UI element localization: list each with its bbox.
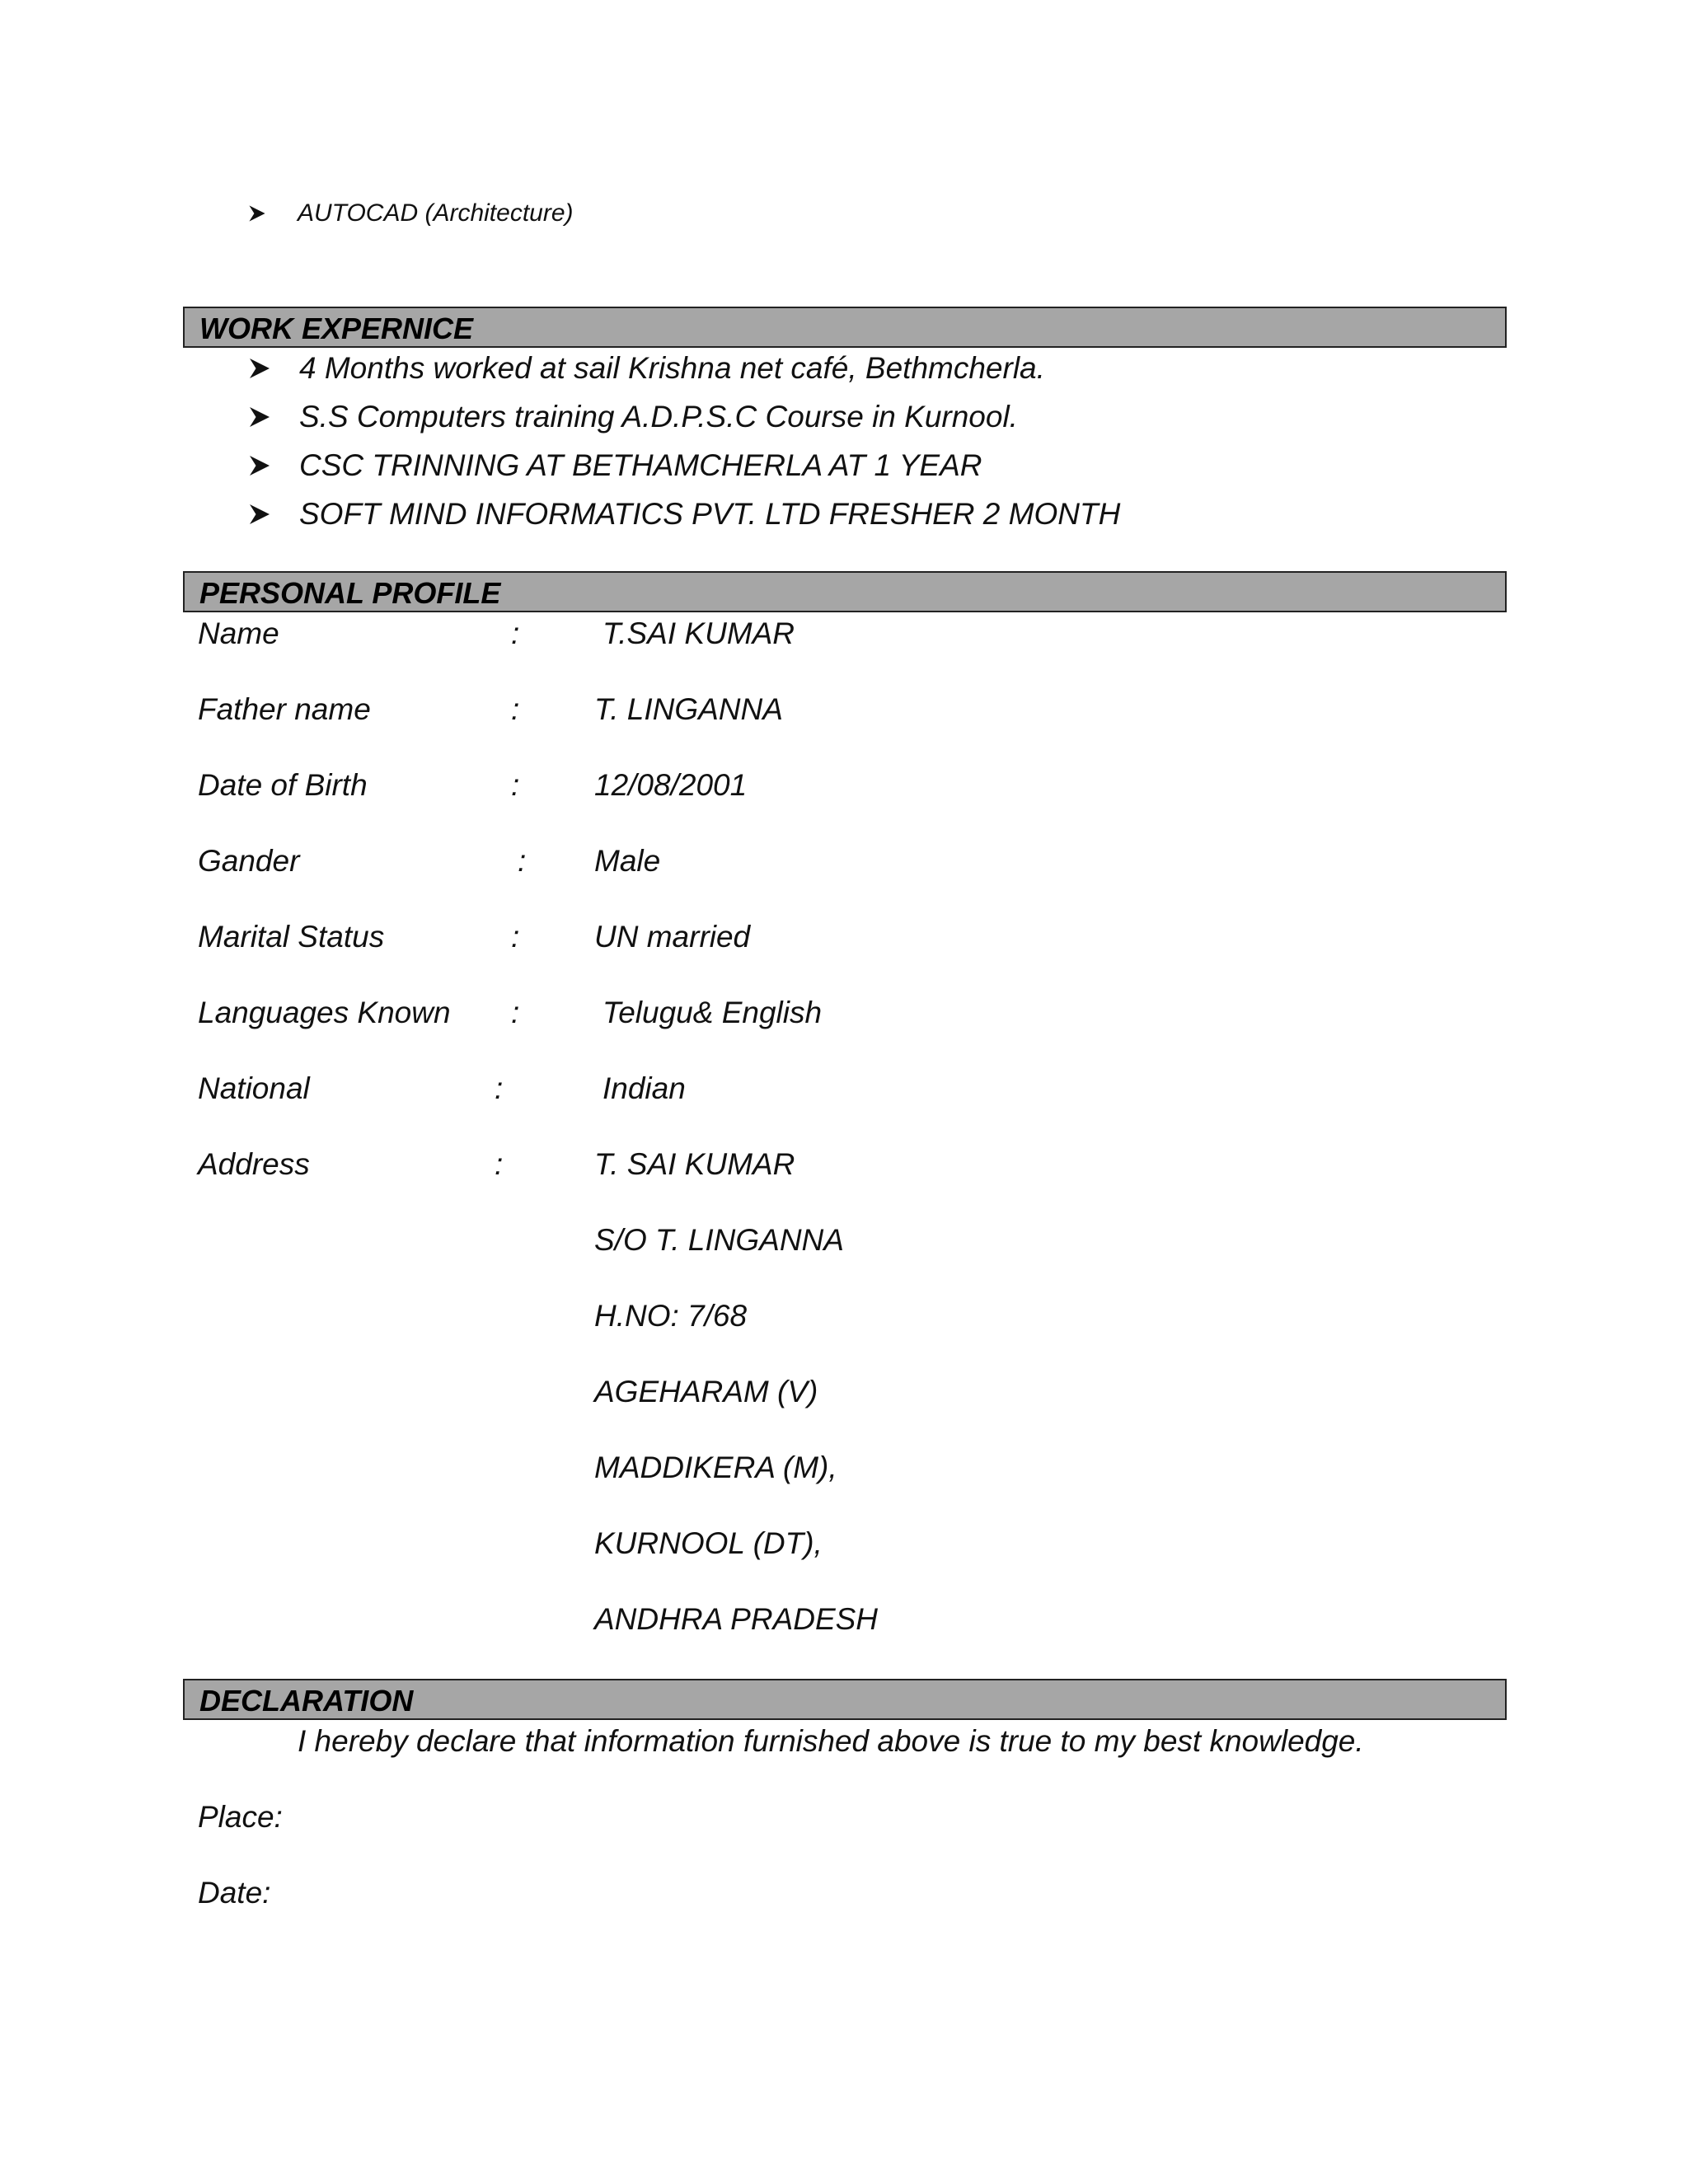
profile-value-name: T.SAI KUMAR <box>603 616 795 650</box>
profile-separator: : <box>511 920 520 954</box>
profile-label-address: Address <box>198 1147 310 1181</box>
arrow-bullet-icon <box>247 405 272 429</box>
place-label: Place: <box>198 1800 283 1834</box>
work-item-text: SOFT MIND INFORMATICS PVT. LTD FRESHER 2 MONTH <box>299 497 1121 531</box>
section-title: PERSONAL PROFILE <box>199 576 501 610</box>
profile-value-marital-status: UN married <box>594 920 751 954</box>
profile-value-languages: Telugu& English <box>603 996 823 1029</box>
profile-separator: : <box>511 996 520 1029</box>
profile-label-languages: Languages Known <box>198 996 451 1029</box>
arrow-bullet-icon <box>247 204 267 223</box>
profile-separator: : <box>511 768 520 802</box>
section-title: WORK EXPERNICE <box>199 312 474 345</box>
work-item-text: CSC TRINNING AT BETHAMCHERLA AT 1 YEAR <box>299 448 982 482</box>
profile-separator: : <box>518 844 527 878</box>
profile-value-address: T. SAI KUMAR <box>594 1147 795 1181</box>
profile-value-father-name: T. LINGANNA <box>594 692 783 726</box>
section-header-work-experience <box>183 307 1507 348</box>
skill-item <box>247 199 574 227</box>
profile-separator: : <box>495 1147 504 1181</box>
profile-label-marital-status: Marital Status <box>198 920 385 954</box>
skill-item-text: AUTOCAD (Architecture) <box>298 199 574 227</box>
work-item-text: 4 Months worked at sail Krishna net café, Bethmcherla. <box>299 351 1045 385</box>
profile-label-father-name: Father name <box>198 692 371 726</box>
work-item <box>247 400 1018 434</box>
address-line: AGEHARAM (V) <box>594 1375 818 1408</box>
section-header-personal-profile <box>183 571 1507 612</box>
section-title: DECLARATION <box>199 1684 414 1718</box>
profile-separator: : <box>511 692 520 726</box>
work-item <box>247 497 1120 532</box>
address-line: KURNOOL (DT), <box>594 1526 823 1560</box>
profile-label-gender: Gander <box>198 844 300 878</box>
address-line: ANDHRA PRADESH <box>594 1602 879 1636</box>
profile-label-name: Name <box>198 616 279 650</box>
profile-label-nationality: National <box>198 1071 310 1105</box>
address-line: S/O T. LINGANNA <box>594 1223 844 1257</box>
address-line: MADDIKERA (M), <box>594 1451 837 1484</box>
address-line: H.NO: 7/68 <box>594 1299 748 1333</box>
profile-separator: : <box>495 1071 504 1105</box>
profile-label-dob: Date of Birth <box>198 768 368 802</box>
section-header-declaration <box>183 1679 1507 1720</box>
work-item <box>247 448 982 483</box>
arrow-bullet-icon <box>247 356 272 381</box>
work-item <box>247 351 1045 386</box>
profile-value-dob: 12/08/2001 <box>594 768 748 802</box>
arrow-bullet-icon <box>247 453 272 478</box>
declaration-text: I hereby declare that information furnished above is true to my best knowledge. <box>298 1724 1364 1758</box>
profile-value-nationality: Indian <box>603 1071 686 1105</box>
date-label: Date: <box>198 1876 271 1910</box>
work-item-text: S.S Computers training A.D.P.S.C Course in Kurnool. <box>299 400 1018 434</box>
profile-value-gender: Male <box>594 844 661 878</box>
arrow-bullet-icon <box>247 502 272 527</box>
profile-separator: : <box>511 616 520 650</box>
